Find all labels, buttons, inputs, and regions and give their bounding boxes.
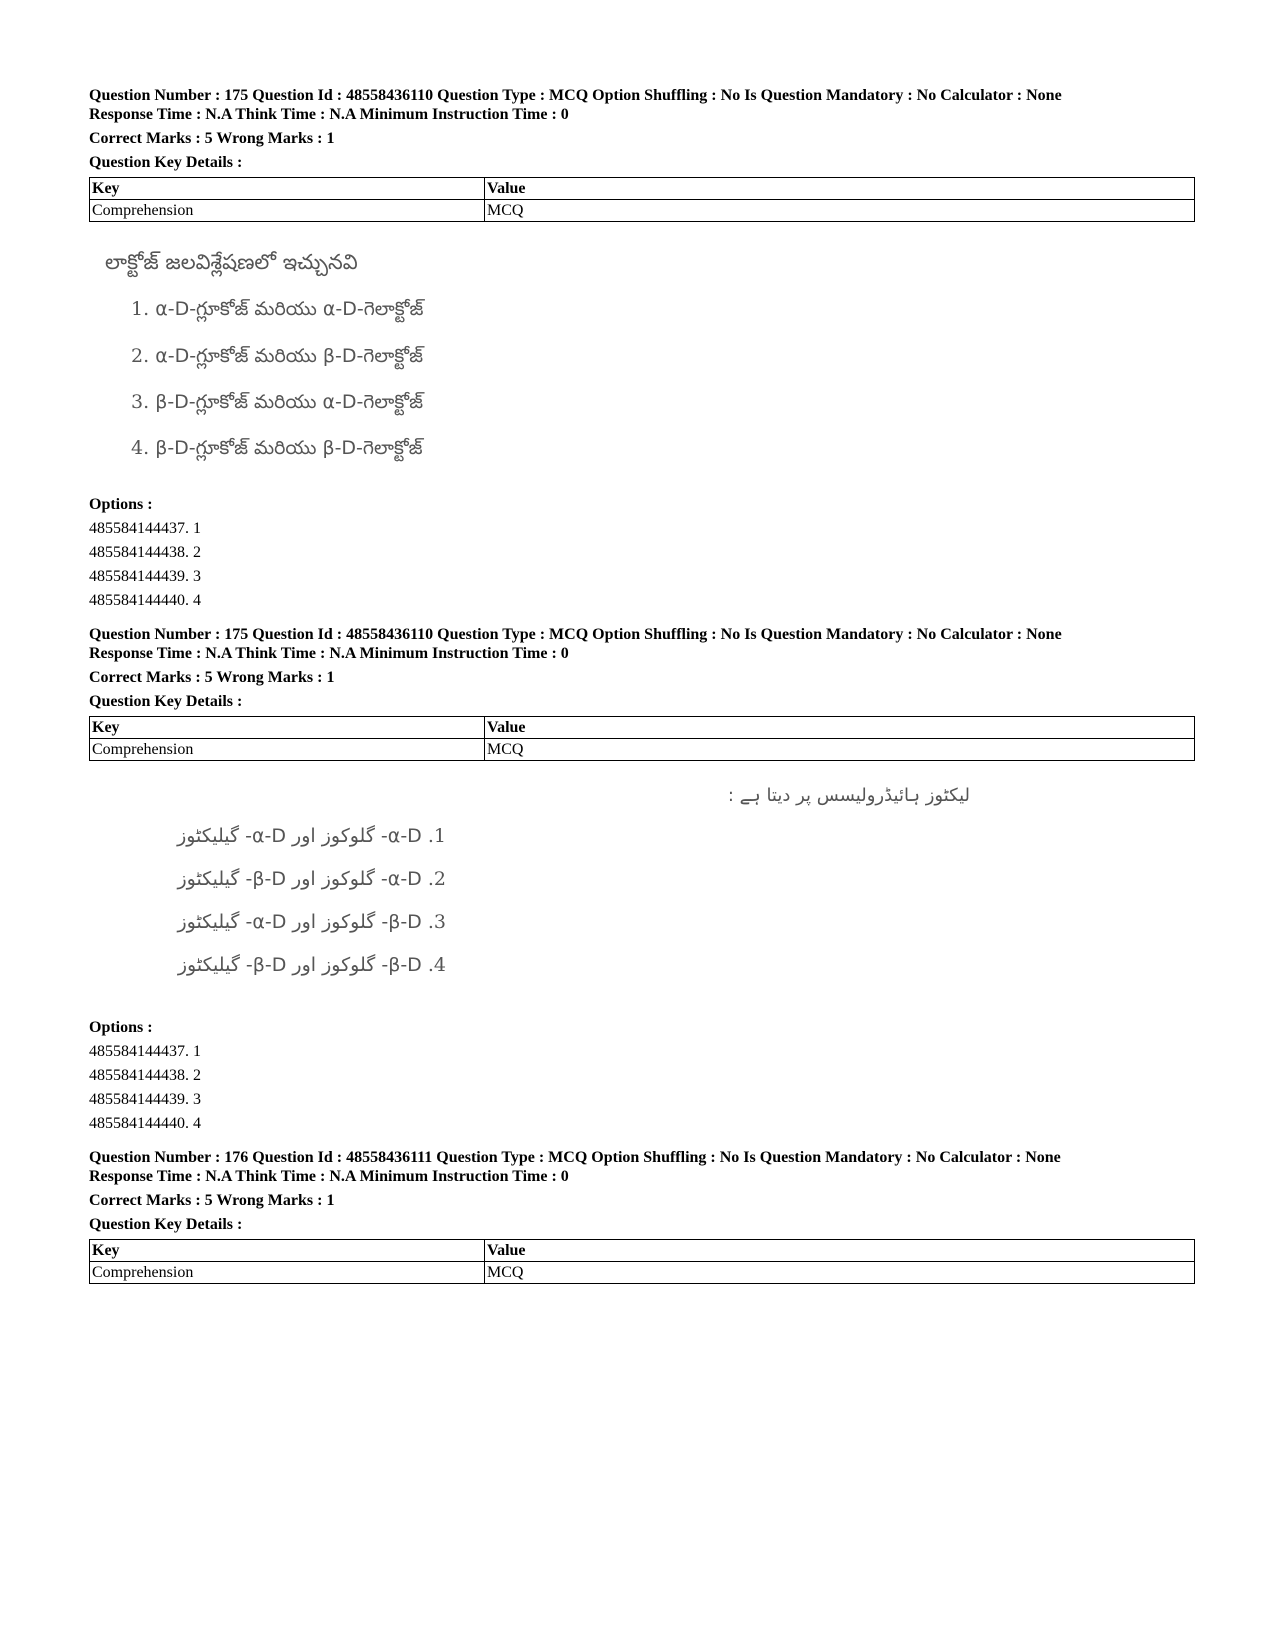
- image-option-number: 2.: [131, 345, 150, 367]
- options-section-1: [89, 495, 1195, 613]
- image-option-4: [131, 437, 423, 464]
- image-option-text: α-D- گلوکوز اور β-D- گیلیکٹوز: [177, 868, 422, 890]
- image-option-number: 1.: [131, 298, 150, 320]
- question-header-line2: Response Time : N.A Think Time : N.A Minimum Instruction Time : 0: [89, 1168, 569, 1185]
- image-option-number: 3.: [131, 391, 150, 413]
- table-header-value: Value: [485, 1240, 1195, 1262]
- option-row: 485584144439. 3: [89, 1091, 201, 1108]
- question-stem: لیکٹوز ہائیڈرولیسس پر دیتا ہے :: [727, 785, 970, 806]
- image-option-number: 4.: [131, 437, 150, 459]
- question-header-line2: Response Time : N.A Think Time : N.A Minimum Instruction Time : 0: [89, 106, 569, 123]
- options-label: Options :: [89, 1019, 153, 1036]
- image-option-number: 1.: [427, 825, 446, 847]
- question-block-1: [89, 86, 1195, 222]
- question-stem: లాక్టోజ్ జలవిశ్లేషణలో ఇచ్చునవి: [105, 250, 358, 274]
- image-option-text: β-D- گلوکوز اور β-D- گیلیکٹوز: [177, 954, 422, 976]
- key-details-table: [89, 716, 1195, 761]
- table-row: [90, 739, 1195, 761]
- table-cell-value: MCQ: [485, 1262, 1195, 1284]
- table-header-key: Key: [90, 717, 485, 739]
- table-cell-value: MCQ: [485, 739, 1195, 761]
- table-header-value: Value: [485, 178, 1195, 200]
- question-header-line1: Question Number : 176 Question Id : 48558436111 Question Type : MCQ Option Shuffling : No Is Question Mandatory : No Calculator : None: [89, 1149, 1061, 1166]
- option-row: 485584144437. 1: [89, 1043, 201, 1060]
- image-option-text: β-D-గ్లూకోజ్ మరియు α-D-గెలాక్టోజ్: [155, 391, 423, 413]
- image-option-1: [106, 825, 446, 847]
- table-header-row: [90, 717, 1195, 739]
- option-row: 485584144440. 4: [89, 592, 201, 609]
- key-details-label: Question Key Details :: [89, 693, 243, 710]
- key-details-table: [89, 177, 1195, 222]
- table-row: [90, 200, 1195, 222]
- image-option-3: [131, 391, 423, 418]
- option-row: 485584144438. 2: [89, 1067, 201, 1084]
- image-option-2: [131, 345, 423, 372]
- table-header-key: Key: [90, 178, 485, 200]
- question-image-telugu: [105, 250, 605, 485]
- table-header-value: Value: [485, 717, 1195, 739]
- table-cell-value: MCQ: [485, 200, 1195, 222]
- table-header-row: [90, 178, 1195, 200]
- key-details-table: [89, 1239, 1195, 1284]
- image-option-text: β-D-గ్లూకోజ్ మరియు β-D-గెలాక్టోజ్: [155, 437, 423, 459]
- image-option-text: β-D- گلوکوز اور α-D- گیلیکٹوز: [177, 911, 422, 933]
- marks-line: Correct Marks : 5 Wrong Marks : 1: [89, 669, 335, 686]
- image-option-text: α-D-గ్లూకోజ్ మరియు β-D-గెలాక్టోజ్: [155, 345, 423, 367]
- question-block-3: [89, 1148, 1195, 1284]
- table-row: [90, 1262, 1195, 1284]
- table-cell-key: Comprehension: [90, 739, 485, 761]
- image-option-2: [106, 868, 446, 890]
- image-option-number: 3.: [427, 911, 446, 933]
- question-header-line1: Question Number : 175 Question Id : 48558436110 Question Type : MCQ Option Shuffling : No Is Question Mandatory : No Calculator : None: [89, 87, 1062, 104]
- options-section-2: [89, 1018, 1195, 1136]
- marks-line: Correct Marks : 5 Wrong Marks : 1: [89, 130, 335, 147]
- option-row: 485584144438. 2: [89, 544, 201, 561]
- table-header-key: Key: [90, 1240, 485, 1262]
- option-row: 485584144437. 1: [89, 520, 201, 537]
- table-header-row: [90, 1240, 1195, 1262]
- options-list: [89, 1040, 1195, 1136]
- image-option-number: 4.: [427, 954, 446, 976]
- marks-line: Correct Marks : 5 Wrong Marks : 1: [89, 1192, 335, 1209]
- question-header-line2: Response Time : N.A Think Time : N.A Minimum Instruction Time : 0: [89, 645, 569, 662]
- options-label: Options :: [89, 496, 153, 513]
- table-cell-key: Comprehension: [90, 200, 485, 222]
- key-details-label: Question Key Details :: [89, 154, 243, 171]
- question-header-line1: Question Number : 175 Question Id : 48558436110 Question Type : MCQ Option Shuffling : No Is Question Mandatory : No Calculator : None: [89, 626, 1062, 643]
- question-image-urdu: [100, 785, 980, 990]
- image-option-3: [106, 911, 446, 933]
- option-row: 485584144439. 3: [89, 568, 201, 585]
- image-option-text: α-D- گلوکوز اور α-D- گیلیکٹوز: [177, 825, 422, 847]
- image-option-4: [106, 954, 446, 976]
- question-block-2: [89, 625, 1195, 761]
- image-option-text: α-D-గ్లూకోజ్ మరియు α-D-గెలాక్టోజ్: [155, 298, 424, 320]
- key-details-label: Question Key Details :: [89, 1216, 243, 1233]
- table-cell-key: Comprehension: [90, 1262, 485, 1284]
- image-option-1: [131, 298, 423, 325]
- options-list: [89, 517, 1195, 613]
- option-row: 485584144440. 4: [89, 1115, 201, 1132]
- image-option-number: 2.: [427, 868, 446, 890]
